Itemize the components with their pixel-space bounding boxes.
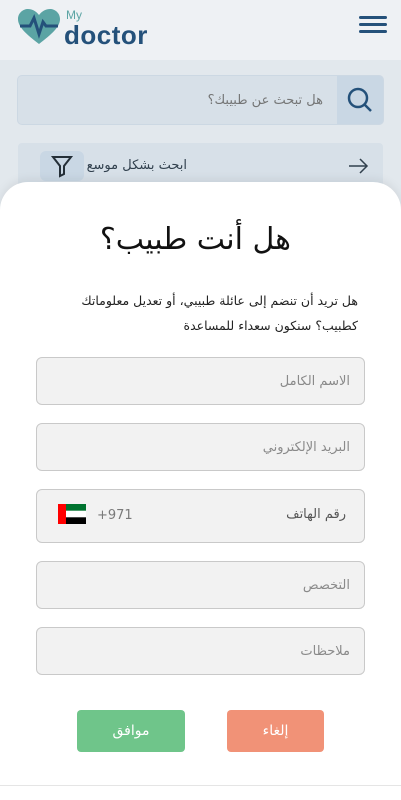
phone-country-code: +971 <box>97 508 133 523</box>
full-name-field <box>36 357 365 405</box>
advanced-search-label: ابحث بشكل موسع <box>86 158 187 173</box>
full-name-input[interactable] <box>37 358 364 404</box>
email-input[interactable] <box>37 424 364 470</box>
doctor-join-modal <box>0 182 401 800</box>
phone-label: رقم الهاتف <box>286 507 346 522</box>
email-field <box>36 423 365 471</box>
phone-field[interactable] <box>36 489 365 543</box>
notes-input[interactable] <box>37 628 364 674</box>
notes-field <box>36 627 365 675</box>
specialty-field <box>36 561 365 609</box>
logo-main-text: doctor <box>64 20 148 50</box>
modal-title: هل أنت طبيب؟ <box>99 222 291 257</box>
ok-button[interactable]: موافق <box>77 710 185 752</box>
uae-flag-icon <box>58 504 86 524</box>
modal-description: هل تريد أن تنضم إلى عائلة طبيبي، أو تعديل معلوماتك كطبيب؟ سنكون سعداء للمساعدة <box>81 293 358 333</box>
cancel-button[interactable]: إلغاء <box>227 710 324 752</box>
logo-small-text: My <box>66 8 82 22</box>
specialty-input[interactable] <box>37 562 364 608</box>
divider <box>0 785 401 786</box>
